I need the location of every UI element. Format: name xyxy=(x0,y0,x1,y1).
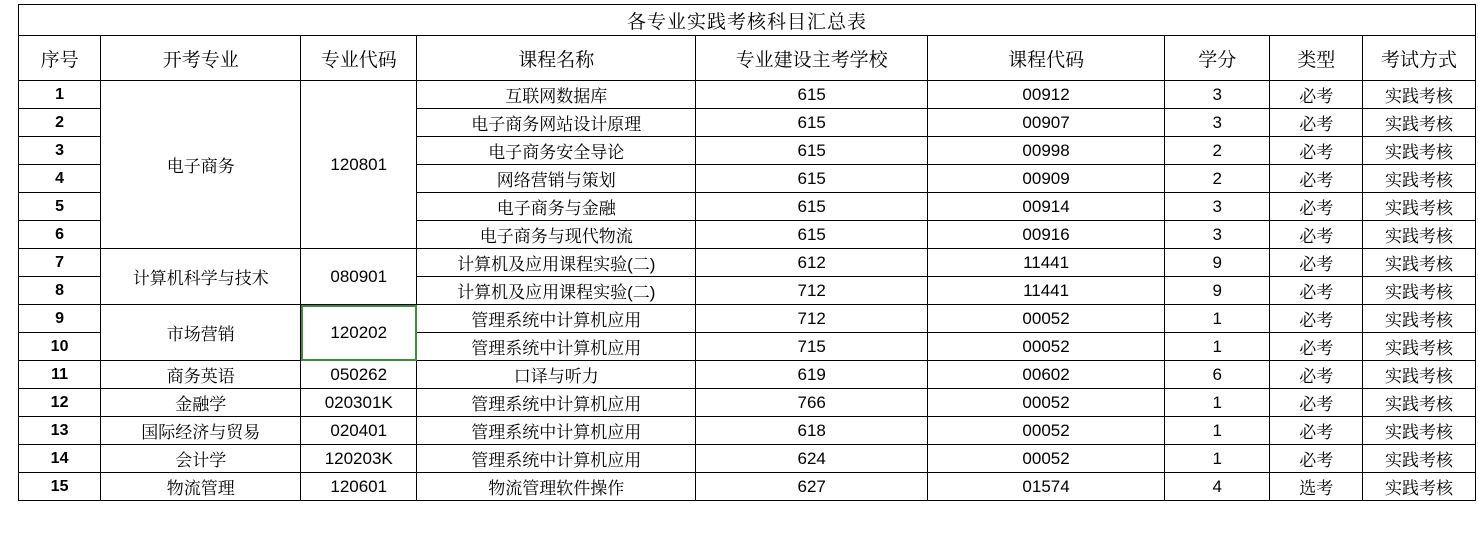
cell-course-name[interactable]: 管理系统中计算机应用 xyxy=(417,389,696,417)
cell-type[interactable]: 必考 xyxy=(1270,417,1363,445)
cell-major-code[interactable]: 120601 xyxy=(301,473,417,501)
cell-index[interactable]: 10 xyxy=(19,333,101,361)
table-row[interactable] xyxy=(19,305,1476,333)
cell-school[interactable]: 615 xyxy=(696,81,928,109)
cell-course-name[interactable]: 互联网数据库 xyxy=(417,81,696,109)
cell-course-name[interactable]: 管理系统中计算机应用 xyxy=(417,445,696,473)
cell-index[interactable]: 13 xyxy=(19,417,101,445)
table-row[interactable] xyxy=(19,417,1476,445)
cell-school[interactable]: 715 xyxy=(696,333,928,361)
cell-exam-method[interactable]: 实践考核 xyxy=(1363,417,1476,445)
cell-course-code[interactable]: 11441 xyxy=(928,277,1165,305)
cell-index[interactable]: 2 xyxy=(19,109,101,137)
cell-credits[interactable]: 3 xyxy=(1165,81,1270,109)
cell-major-code[interactable]: 020301K xyxy=(301,389,417,417)
cell-school[interactable]: 766 xyxy=(696,389,928,417)
table-row[interactable] xyxy=(19,361,1476,389)
cell-major[interactable]: 市场营销 xyxy=(101,305,301,361)
cell-course-code[interactable]: 00052 xyxy=(928,305,1165,333)
cell-course-code[interactable]: 00052 xyxy=(928,445,1165,473)
cell-type[interactable]: 必考 xyxy=(1270,165,1363,193)
column-header-major-code: 专业代码 xyxy=(301,36,417,81)
cell-school[interactable]: 624 xyxy=(696,445,928,473)
table-header-row xyxy=(19,36,1476,81)
cell-course-code[interactable]: 01574 xyxy=(928,473,1165,501)
cell-major-code[interactable]: 080901 xyxy=(301,249,417,305)
cell-exam-method[interactable]: 实践考核 xyxy=(1363,137,1476,165)
cell-school[interactable]: 615 xyxy=(696,221,928,249)
cell-index[interactable]: 5 xyxy=(19,193,101,221)
cell-type[interactable]: 必考 xyxy=(1270,445,1363,473)
summary-table xyxy=(18,4,1476,501)
cell-course-name[interactable]: 电子商务网站设计原理 xyxy=(417,109,696,137)
cell-major[interactable]: 国际经济与贸易 xyxy=(101,417,301,445)
cell-school[interactable]: 615 xyxy=(696,137,928,165)
cell-type[interactable]: 必考 xyxy=(1270,221,1363,249)
cell-exam-method[interactable]: 实践考核 xyxy=(1363,81,1476,109)
cell-credits[interactable]: 1 xyxy=(1165,389,1270,417)
cell-credits[interactable]: 6 xyxy=(1165,361,1270,389)
cell-exam-method[interactable]: 实践考核 xyxy=(1363,445,1476,473)
cell-school[interactable]: 619 xyxy=(696,361,928,389)
cell-exam-method[interactable]: 实践考核 xyxy=(1363,473,1476,501)
cell-exam-method[interactable]: 实践考核 xyxy=(1363,249,1476,277)
cell-credits[interactable]: 2 xyxy=(1165,137,1270,165)
cell-major[interactable]: 物流管理 xyxy=(101,473,301,501)
cell-course-code[interactable]: 00912 xyxy=(928,81,1165,109)
column-header-school: 专业建设主考学校 xyxy=(696,36,928,81)
cell-credits[interactable]: 3 xyxy=(1165,109,1270,137)
cell-exam-method[interactable]: 实践考核 xyxy=(1363,333,1476,361)
column-header-index: 序号 xyxy=(19,36,101,81)
cell-index[interactable]: 15 xyxy=(19,473,101,501)
cell-type[interactable]: 必考 xyxy=(1270,305,1363,333)
cell-major[interactable]: 会计学 xyxy=(101,445,301,473)
cell-course-code[interactable]: 00052 xyxy=(928,389,1165,417)
cell-course-name[interactable]: 物流管理软件操作 xyxy=(417,473,696,501)
cell-index[interactable]: 6 xyxy=(19,221,101,249)
cell-school[interactable]: 615 xyxy=(696,165,928,193)
cell-type[interactable]: 必考 xyxy=(1270,277,1363,305)
cell-index[interactable]: 3 xyxy=(19,137,101,165)
cell-credits[interactable]: 1 xyxy=(1165,417,1270,445)
cell-course-code[interactable]: 00602 xyxy=(928,361,1165,389)
page-title: 各专业实践考核科目汇总表 xyxy=(19,5,1476,36)
cell-course-code[interactable]: 00052 xyxy=(928,417,1165,445)
cell-exam-method[interactable]: 实践考核 xyxy=(1363,277,1476,305)
cell-course-code[interactable]: 00998 xyxy=(928,137,1165,165)
cell-credits[interactable]: 9 xyxy=(1165,277,1270,305)
cell-course-name[interactable]: 管理系统中计算机应用 xyxy=(417,305,696,333)
cell-major-code[interactable]: 050262 xyxy=(301,361,417,389)
cell-major[interactable]: 商务英语 xyxy=(101,361,301,389)
cell-course-name[interactable]: 电子商务与现代物流 xyxy=(417,221,696,249)
cell-credits[interactable]: 1 xyxy=(1165,305,1270,333)
cell-type[interactable]: 必考 xyxy=(1270,389,1363,417)
cell-exam-method[interactable]: 实践考核 xyxy=(1363,193,1476,221)
cell-exam-method[interactable]: 实践考核 xyxy=(1363,109,1476,137)
table-row[interactable] xyxy=(19,389,1476,417)
cell-type[interactable]: 必考 xyxy=(1270,333,1363,361)
cell-major[interactable]: 计算机科学与技术 xyxy=(101,249,301,305)
cell-type[interactable]: 选考 xyxy=(1270,473,1363,501)
cell-school[interactable]: 615 xyxy=(696,109,928,137)
cell-credits[interactable]: 4 xyxy=(1165,473,1270,501)
cell-type[interactable]: 必考 xyxy=(1270,361,1363,389)
cell-index[interactable]: 4 xyxy=(19,165,101,193)
cell-major-code[interactable]: 120801 xyxy=(301,81,417,249)
cell-course-code[interactable]: 00909 xyxy=(928,165,1165,193)
cell-exam-method[interactable]: 实践考核 xyxy=(1363,305,1476,333)
cell-index[interactable]: 8 xyxy=(19,277,101,305)
cell-school[interactable]: 712 xyxy=(696,277,928,305)
cell-course-code[interactable]: 11441 xyxy=(928,249,1165,277)
table-row[interactable] xyxy=(19,473,1476,501)
cell-type[interactable]: 必考 xyxy=(1270,137,1363,165)
cell-course-code[interactable]: 00907 xyxy=(928,109,1165,137)
cell-course-name[interactable]: 口译与听力 xyxy=(417,361,696,389)
cell-course-name[interactable]: 管理系统中计算机应用 xyxy=(417,333,696,361)
cell-major-code[interactable]: 020401 xyxy=(301,417,417,445)
cell-major-code[interactable]: 120203K xyxy=(301,445,417,473)
cell-course-code[interactable]: 00914 xyxy=(928,193,1165,221)
cell-school[interactable]: 612 xyxy=(696,249,928,277)
cell-index[interactable]: 7 xyxy=(19,249,101,277)
table-row[interactable] xyxy=(19,81,1476,109)
cell-school[interactable]: 627 xyxy=(696,473,928,501)
cell-index[interactable]: 1 xyxy=(19,81,101,109)
cell-credits[interactable]: 1 xyxy=(1165,445,1270,473)
cell-credits[interactable]: 9 xyxy=(1165,249,1270,277)
cell-credits[interactable]: 1 xyxy=(1165,333,1270,361)
cell-exam-method[interactable]: 实践考核 xyxy=(1363,389,1476,417)
table-row[interactable] xyxy=(19,249,1476,277)
cell-course-code[interactable]: 00916 xyxy=(928,221,1165,249)
cell-school[interactable]: 712 xyxy=(696,305,928,333)
column-header-major: 开考专业 xyxy=(101,36,301,81)
cell-course-name[interactable]: 计算机及应用课程实验(二) xyxy=(417,277,696,305)
cell-index[interactable]: 9 xyxy=(19,305,101,333)
cell-exam-method[interactable]: 实践考核 xyxy=(1363,221,1476,249)
cell-course-name[interactable]: 网络营销与策划 xyxy=(417,165,696,193)
cell-credits[interactable]: 3 xyxy=(1165,193,1270,221)
cell-course-name[interactable]: 计算机及应用课程实验(二) xyxy=(417,249,696,277)
column-header-course: 课程名称 xyxy=(417,36,696,81)
cell-index[interactable]: 12 xyxy=(19,389,101,417)
cell-major[interactable]: 电子商务 xyxy=(101,81,301,249)
cell-index[interactable]: 14 xyxy=(19,445,101,473)
column-header-course-code: 课程代码 xyxy=(928,36,1165,81)
cell-credits[interactable]: 3 xyxy=(1165,221,1270,249)
cell-type[interactable]: 必考 xyxy=(1270,109,1363,137)
cell-school[interactable]: 615 xyxy=(696,193,928,221)
cell-index[interactable]: 11 xyxy=(19,361,101,389)
cell-type[interactable]: 必考 xyxy=(1270,81,1363,109)
cell-credits[interactable]: 2 xyxy=(1165,165,1270,193)
cell-type[interactable]: 必考 xyxy=(1270,193,1363,221)
cell-exam-method[interactable]: 实践考核 xyxy=(1363,165,1476,193)
cell-course-name[interactable]: 电子商务与金融 xyxy=(417,193,696,221)
cell-major-code[interactable]: 120202 xyxy=(301,305,417,361)
cell-course-code[interactable]: 00052 xyxy=(928,333,1165,361)
table-row[interactable] xyxy=(19,445,1476,473)
column-header-credits: 学分 xyxy=(1165,36,1270,81)
column-header-type: 类型 xyxy=(1270,36,1363,81)
cell-exam-method[interactable]: 实践考核 xyxy=(1363,361,1476,389)
column-header-exam-method: 考试方式 xyxy=(1363,36,1476,81)
table-title-row xyxy=(19,5,1476,36)
spreadsheet-sheet xyxy=(0,4,1478,546)
cell-major[interactable]: 金融学 xyxy=(101,389,301,417)
cell-school[interactable]: 618 xyxy=(696,417,928,445)
cell-type[interactable]: 必考 xyxy=(1270,249,1363,277)
cell-course-name[interactable]: 管理系统中计算机应用 xyxy=(417,417,696,445)
cell-course-name[interactable]: 电子商务安全导论 xyxy=(417,137,696,165)
